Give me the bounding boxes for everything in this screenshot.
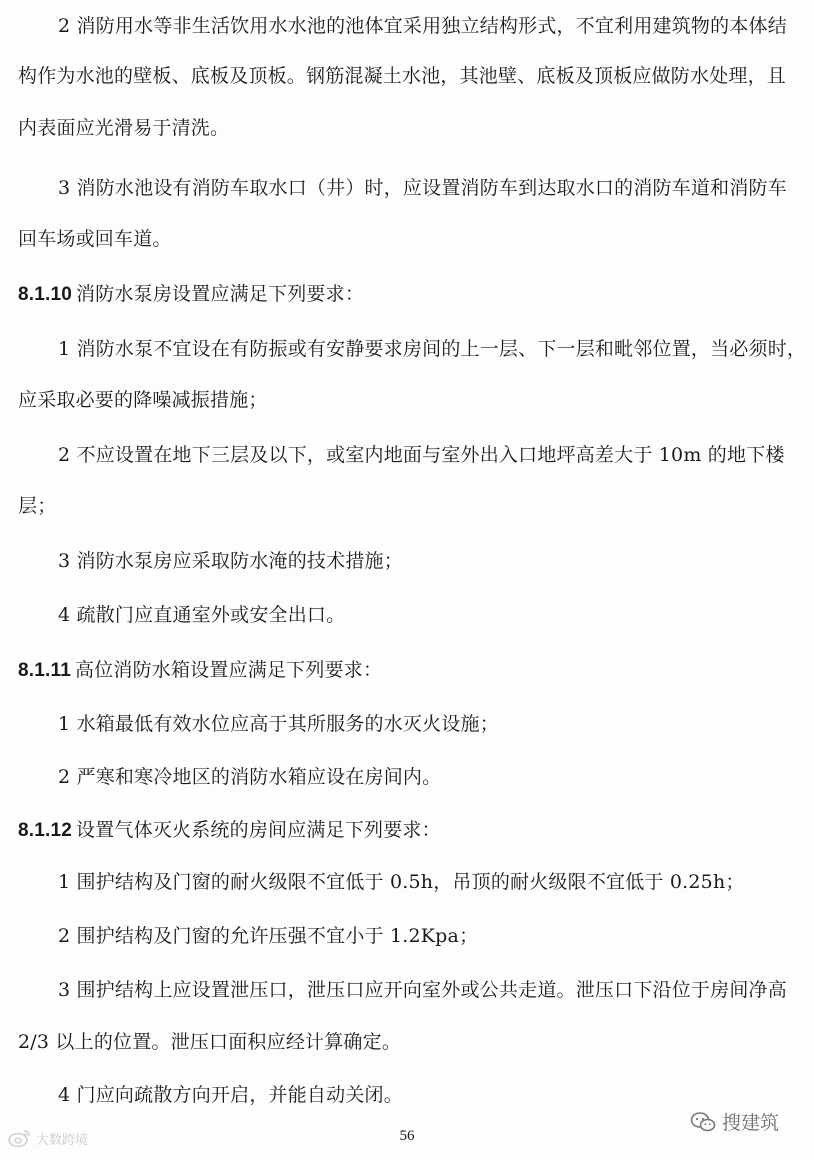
paragraph-line: 2 消防用水等非生活饮用水水池的池体宜采用独立结构形式，不宜利用建筑物的本体结 xyxy=(58,15,787,37)
watermark-left-text: 大数跨境 xyxy=(36,1132,89,1148)
watermark-right-text: 搜建筑 xyxy=(722,1112,780,1134)
paragraph-line: 回车场或回车道。 xyxy=(18,228,172,250)
section-title: 高位消防水箱设置应满足下列要求： xyxy=(74,659,383,681)
paragraph-line: 3 消防水泵房应采取防水淹的技术措施； xyxy=(58,550,403,572)
watermark-left xyxy=(8,1128,88,1148)
section-heading-8-1-10 xyxy=(18,282,364,307)
section-number: 8.1.12 xyxy=(18,820,73,841)
paragraph-line: 3 消防水池设有消防车取水口（井）时，应设置消防车到达取水口的消防车道和消防车 xyxy=(58,177,787,199)
section-number: 8.1.11 xyxy=(18,660,71,681)
page-number: 56 xyxy=(399,1128,415,1144)
section-title: 消防水泵房设置应满足下列要求： xyxy=(76,283,365,305)
section-heading-8-1-12 xyxy=(18,818,441,843)
paragraph-line: 4 门应向疏散方向开启，并能自动关闭。 xyxy=(58,1084,403,1106)
paragraph-line: 1 消防水泵不宜设在有防振或有安静要求房间的上一层、下一层和毗邻位置，当必须时， xyxy=(58,338,807,360)
paragraph-line: 2/3 以上的位置。泄压口面积应经计算确定。 xyxy=(18,1031,402,1053)
paragraph-line: 构作为水池的壁板、底板及顶板。钢筋混凝土水池，其池壁、底板及顶板应做防水处理，且 xyxy=(18,65,787,87)
paragraph-line: 3 围护结构上应设置泄压口，泄压口应开向室外或公共走道。泄压口下沿位于房间净高 xyxy=(58,979,787,1001)
paragraph-line: 2 不应设置在地下三层及以下，或室内地面与室外出入口地坪高差大于 10m 的地下楼 xyxy=(58,444,785,466)
paragraph-line: 1 围护结构及门窗的耐火级限不宜低于 0.5h，吊顶的耐火级限不宜低于 0.25h； xyxy=(58,871,745,893)
paragraph-line: 内表面应光滑易于清洗。 xyxy=(18,117,230,139)
section-heading-8-1-11 xyxy=(18,658,382,683)
paragraph-line: 层； xyxy=(18,495,57,517)
wechat-logo-icon xyxy=(690,1111,716,1133)
paragraph-line: 1 水箱最低有效水位应高于其所服务的水灭火设施； xyxy=(58,713,499,735)
paragraph-line: 2 严寒和寒冷地区的消防水箱应设在房间内。 xyxy=(58,766,442,788)
paragraph-line: 2 围护结构及门窗的允许压强不宜小于 1.2Kpa； xyxy=(58,925,479,947)
weibo-logo-icon xyxy=(8,1128,32,1148)
watermark-right xyxy=(690,1108,779,1135)
section-number: 8.1.10 xyxy=(18,284,73,305)
paragraph-line: 应采取必要的降噪减振措施； xyxy=(18,389,268,411)
paragraph-line: 4 疏散门应直通室外或安全出口。 xyxy=(58,604,346,626)
section-title: 设置气体灭火系统的房间应满足下列要求： xyxy=(76,819,441,841)
